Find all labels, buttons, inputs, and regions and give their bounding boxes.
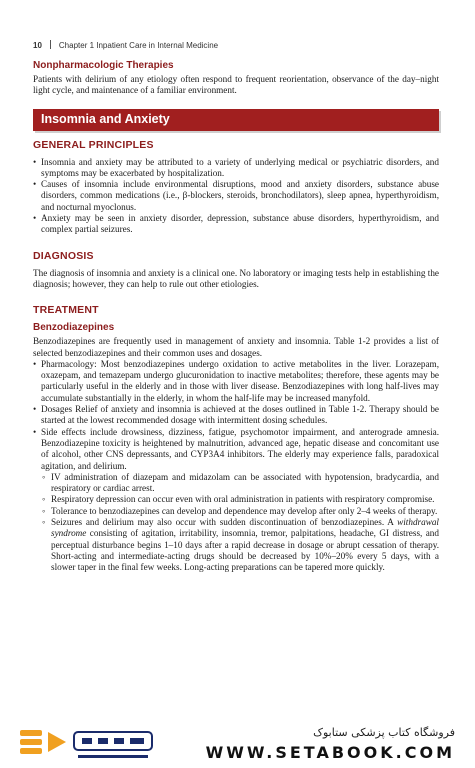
diagnosis-heading: DIAGNOSIS [33, 249, 94, 262]
nonpharm-heading: Nonpharmacologic Therapies [33, 60, 174, 71]
watermark-footer [0, 716, 475, 768]
benzodiazepines-heading: Benzodiazepines [33, 322, 115, 334]
running-header [33, 40, 218, 50]
section-banner [33, 109, 439, 131]
withdrawal-text-pre: Seizures and delirium may also occur with sudden discontinuation of benzodiazepines. A [51, 517, 398, 528]
general-principles-list [33, 157, 439, 236]
page-body [33, 58, 439, 574]
list-subitem [33, 517, 439, 573]
list-item: • Anxiety may be seen in anxiety disorder, depression, substance abuse disorders, hyperthyroidism, and complex partial seizures. [33, 213, 439, 236]
list-item: • Pharmacology: Most benzodiazepines undergo oxidation to active metabolites in the liver. Lorazepam, oxazepam, and temazepam undergo glucuronidation to inactive metabolites; therefore, these agents may be particularly useful in the elderly and in those with liver disease. Benzodiazepines with long half-lives may accumulate substantially in the elderly, in whom the half-life may be increased manyfold. [33, 359, 439, 404]
store-url[interactable]: WWW.SETABOOK.COM [205, 743, 455, 762]
section-banner-title: Insomnia and Anxiety [41, 111, 170, 126]
list-subitem: ◦ Tolerance to benzodiazepines can develop and dependence may develop after only 2–4 weeks of therapy. [33, 506, 439, 517]
list-item: • Side effects include drowsiness, dizziness, fatigue, psychomotor impairment, and anterograde amnesia. Benzodiazepine toxicity is heightened by malnutrition, advanced age, hepatic disease and concomitant use of alcohol, other CNS depressants, and CYP3A4 inhibitors. The elderly may experience falls, paradoxical agitation, and delirium. [33, 427, 439, 472]
withdrawal-syndrome-term: withdrawal syndrome [51, 517, 439, 539]
treatment-heading: TREATMENT [33, 304, 99, 317]
list-item: • Insomnia and anxiety may be attributed to a variety of underlying medical or psychiatric disorders, and symptoms may be exacerbated by hospitalization. [33, 157, 439, 180]
list-item: • Dosages Relief of anxiety and insomnia is achieved at the doses outlined in Table 1-2. Therapy should be started at the lowest recommended dosage with intermittent dosing schedules. [33, 404, 439, 427]
setabook-logo [18, 726, 168, 762]
nonpharm-paragraph: Patients with delirium of any etiology often respond to frequent reorientation, observance of the day–night light cycle, and maintenance of a familiar environment. [33, 74, 439, 96]
list-subitem: ◦ Respiratory depression can occur even with oral administration in patients with respiratory compromise. [33, 494, 439, 505]
chapter-title: Chapter 1 Inpatient Care in Internal Medicine [58, 41, 219, 50]
list-item: • Causes of insomnia include environmental disruptions, mood and anxiety disorders, substance abuse disorders, common medications (i.e., β-blockers, steroids, bronchodilators), sleep apnea, hyperthyroidism, and nocturnal myoclonus. [33, 179, 439, 213]
list-subitem: ◦ IV administration of diazepam and midazolam can be associated with hypotension, bradycardia, and respiratory or cardiac arrest. [33, 472, 439, 495]
treatment-list [33, 359, 439, 574]
withdrawal-text-post: consisting of agitation, irritability, insomnia, tremor, palpitations, headache, GI distress, and perceptual disturbance begins 1–10 days after a rapid decrease in dosage or abrupt cessation of therapy. Short-acting and intermediate-acting drugs should be decreased by 10%–20% every 5 days, with a slower taper in the final few weeks. Long-acting preparations can be tapered more quickly. [51, 528, 439, 573]
header-divider [50, 40, 51, 49]
diagnosis-paragraph: The diagnosis of insomnia and anxiety is a clinical one. No laboratory or imaging tests help in establishing the diagnosis; however, they can help to rule out other etiologies. [33, 267, 439, 289]
benzodiazepines-intro: Benzodiazepines are frequently used in management of anxiety and insomnia. Table 1-2 provides a list of selected benzodiazepines and their common uses and dosages. [33, 336, 439, 358]
page-number: 10 [33, 41, 42, 50]
store-title: فروشگاه کتاب پزشکی ستابوک [313, 726, 455, 739]
general-principles-heading: GENERAL PRINCIPLES [33, 138, 154, 151]
